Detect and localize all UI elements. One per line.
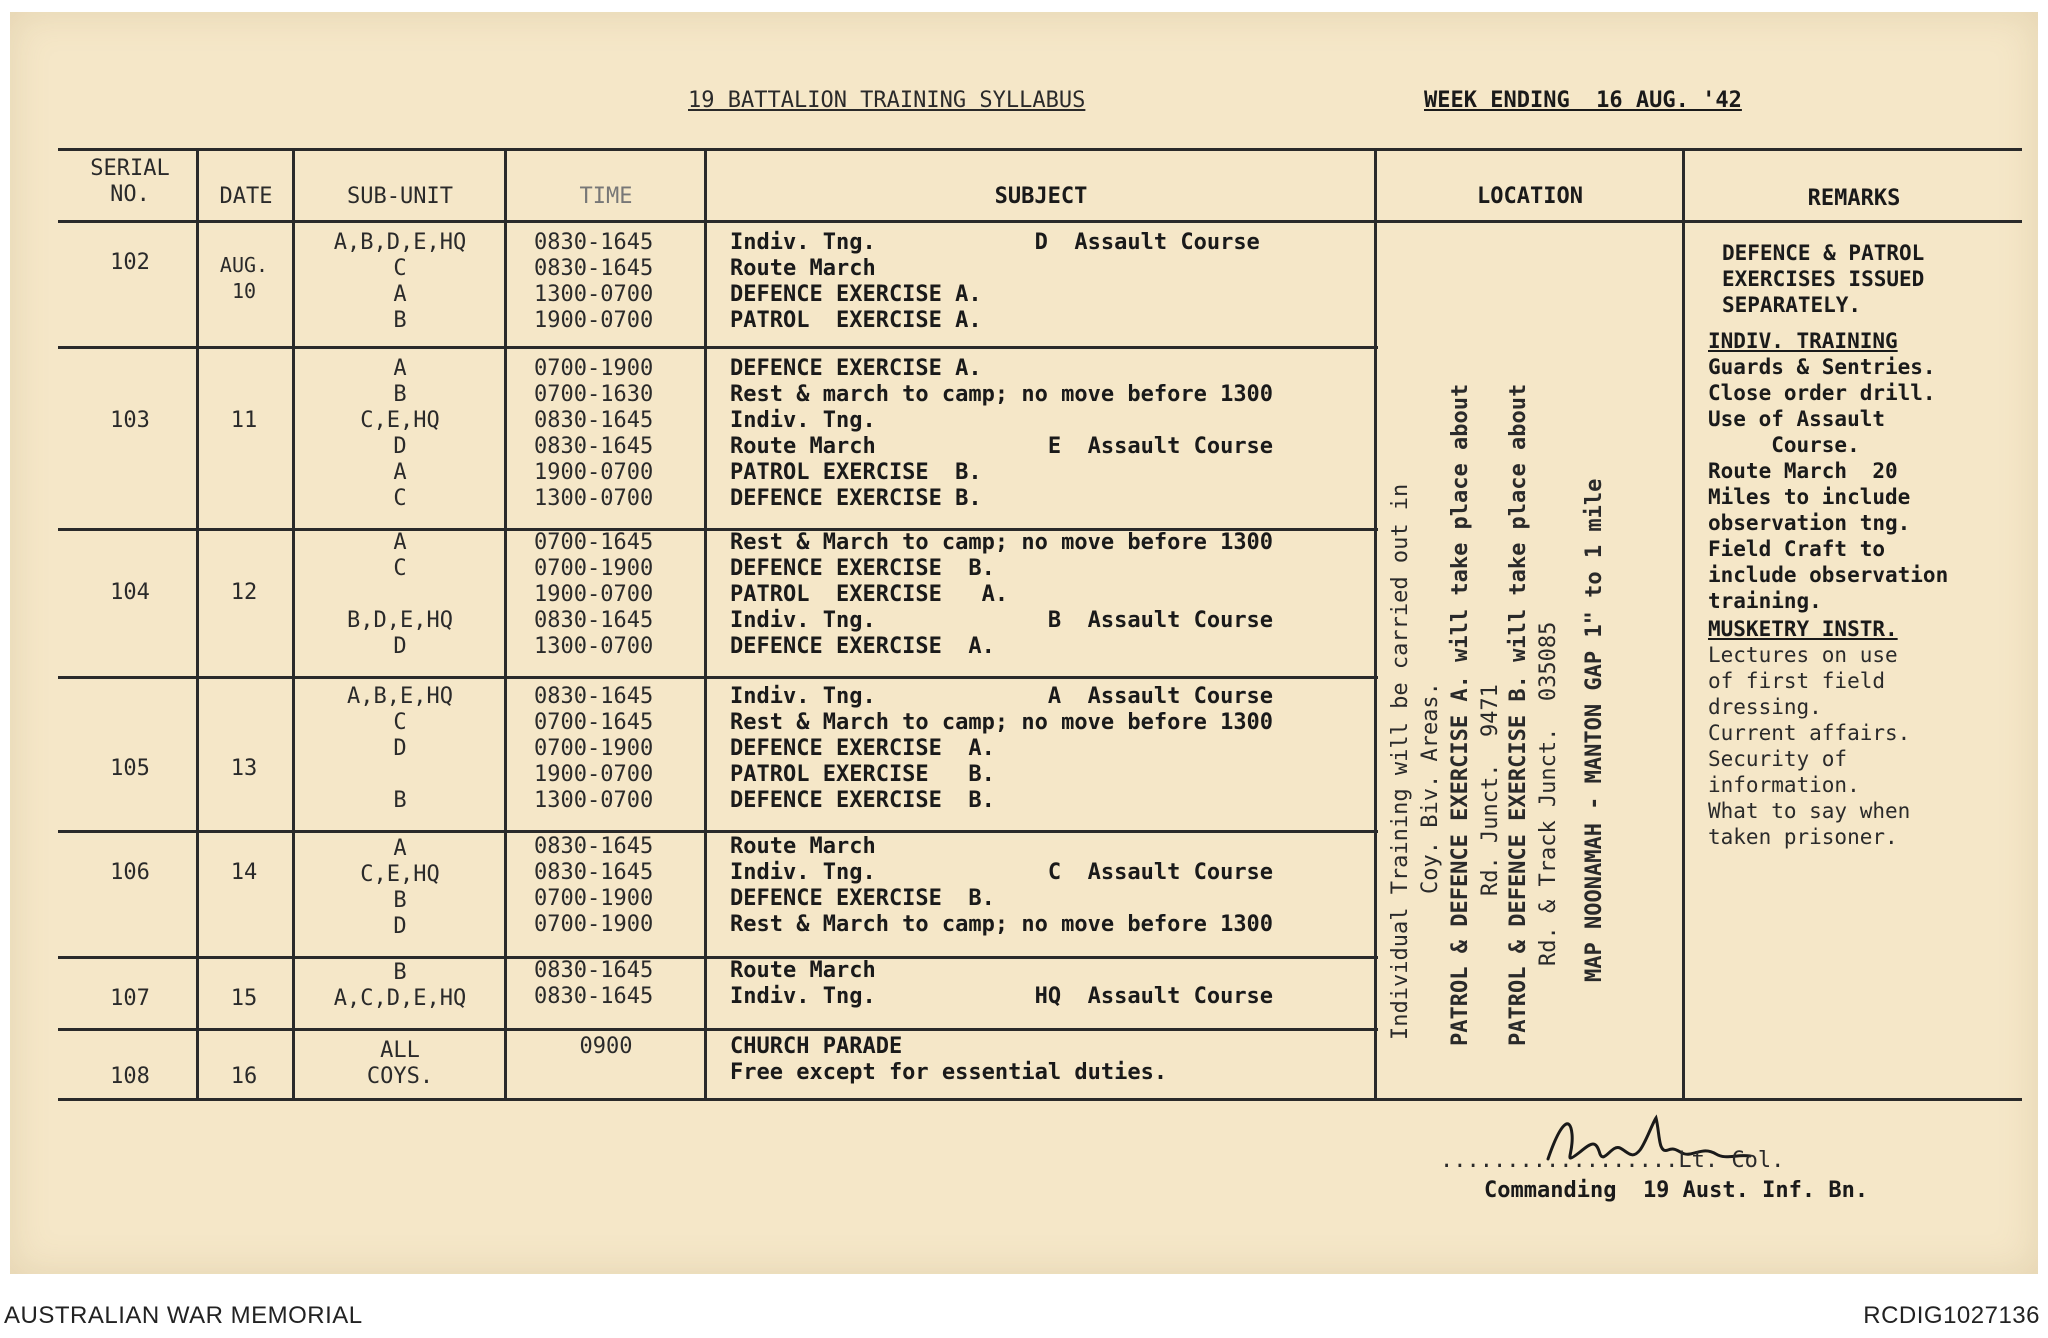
row-104-subunit-2: C	[393, 556, 407, 581]
row-105-time-3: 0700-1900	[534, 736, 654, 761]
row-107-date: 15	[230, 986, 258, 1011]
row-106-subunit-2: C,E,HQ	[360, 862, 440, 887]
location-line-6: Rd. & Track Junct. 035085	[1536, 621, 1561, 966]
row-103-subunit-5: A	[393, 460, 407, 485]
remarks-line: Lectures on use	[1708, 643, 1898, 667]
signature-unit: Commanding 19 Aust. Inf. Bn.	[1484, 1178, 1869, 1203]
row-104-subject-1: Rest & March to camp; no move before 1300	[730, 530, 1274, 555]
row-108-subject-1: CHURCH PARADE	[730, 1034, 903, 1059]
row-107-serial: 107	[110, 986, 150, 1011]
row-rule	[58, 1028, 1378, 1031]
row-106-time-2: 0830-1645	[534, 860, 654, 885]
week-ending: WEEK ENDING 16 AUG. '42	[1424, 88, 1742, 113]
remarks-line: observation tng.	[1708, 511, 1911, 535]
location-line-5: PATROL & DEFENCE EXERCISE B. will take place about	[1506, 383, 1531, 1046]
col-header-time: TIME	[579, 184, 633, 209]
row-105-subunit-3: D	[393, 736, 407, 761]
row-102-subject-1: Indiv. Tng. D Assault Course	[730, 230, 1260, 255]
row-104-subject-4: Indiv. Tng. B Assault Course	[730, 608, 1274, 633]
row-102-subject-3: DEFENCE EXERCISE A.	[730, 282, 982, 307]
row-103-time-1: 0700-1900	[534, 356, 654, 381]
row-102-subunit-4: B	[393, 308, 407, 333]
row-103-time-2: 0700-1630	[534, 382, 654, 407]
signature-rank: ..................Lt. Col.	[1440, 1148, 1785, 1173]
row-106-subunit-4: D	[393, 914, 407, 939]
row-104-subunit-4: B,D,E,HQ	[347, 608, 453, 633]
row-102-subunit-3: A	[393, 282, 407, 307]
col-header-serial: SERIAL NO.	[90, 156, 170, 207]
row-106-time-3: 0700-1900	[534, 886, 654, 911]
row-108-subunit-1: ALL	[380, 1038, 420, 1063]
location-line-4: Rd. Junct. 9471	[1478, 684, 1503, 896]
row-103-subject-3: Indiv. Tng.	[730, 408, 876, 433]
row-106-date: 14	[230, 860, 258, 885]
col-header-subunit: SUB-UNIT	[347, 184, 453, 209]
row-106-subunit-3: B	[393, 888, 407, 913]
col-header-location: LOCATION	[1477, 184, 1583, 209]
row-105-time-2: 0700-1645	[534, 710, 654, 735]
row-106-subject-3: DEFENCE EXERCISE B.	[730, 886, 995, 911]
remarks-line: Current affairs.	[1708, 721, 1911, 745]
col-header-remarks: REMARKS	[1807, 186, 1901, 211]
remarks-line: include observation	[1708, 563, 1949, 587]
row-105-subject-1: Indiv. Tng. A Assault Course	[730, 684, 1274, 709]
row-103-time-5: 1900-0700	[534, 460, 654, 485]
row-107-time-2: 0830-1645	[534, 984, 654, 1009]
remarks-line: Field Craft to	[1708, 537, 1886, 561]
row-105-serial: 105	[110, 756, 150, 781]
row-103-subunit-3: C,E,HQ	[360, 408, 440, 433]
row-107-subject-2: Indiv. Tng. HQ Assault Course	[730, 984, 1274, 1009]
row-108-serial: 108	[110, 1064, 150, 1089]
col-header-date: DATE	[219, 184, 273, 209]
row-103-subunit-2: B	[393, 382, 407, 407]
row-102-time-2: 0830-1645	[534, 256, 654, 281]
row-103-time-6: 1300-0700	[534, 486, 654, 511]
row-105-date: 13	[230, 756, 258, 781]
remarks-line: training.	[1708, 589, 1822, 613]
row-104-subunit-5: D	[393, 634, 407, 659]
remarks-indiv-heading: INDIV. TRAINING	[1708, 329, 1898, 353]
row-103-subunit-1: A	[393, 356, 407, 381]
row-102-time-1: 0830-1645	[534, 230, 654, 255]
remarks-line: Guards & Sentries.	[1708, 355, 1936, 379]
remarks-line: taken prisoner.	[1708, 825, 1898, 849]
row-rule	[58, 956, 1378, 959]
row-106-serial: 106	[110, 860, 150, 885]
row-103-subject-6: DEFENCE EXERCISE B.	[730, 486, 982, 511]
row-105-subunit-5: B	[393, 788, 407, 813]
row-104-date: 12	[230, 580, 258, 605]
row-103-subject-5: PATROL EXERCISE B.	[730, 460, 982, 485]
remarks-line: Route March 20	[1708, 459, 1898, 483]
row-104-time-5: 1300-0700	[534, 634, 654, 659]
row-106-subject-4: Rest & March to camp; no move before 1300	[730, 912, 1274, 937]
location-line-3: PATROL & DEFENCE EXERCISE A. will take place about	[1448, 383, 1473, 1046]
row-105-subject-2: Rest & March to camp; no move before 1300	[730, 710, 1274, 735]
col-rule	[704, 148, 707, 1098]
row-102-time-4: 1900-0700	[534, 308, 654, 333]
row-106-subject-1: Route March	[730, 834, 876, 859]
col-rule	[504, 148, 507, 1098]
row-108-subject-2: Free except for essential duties.	[730, 1060, 1168, 1085]
row-102-subject-2: Route March	[730, 256, 876, 281]
row-103-subject-2: Rest & march to camp; no move before 1300	[730, 382, 1274, 407]
row-103-date: 11	[230, 408, 258, 433]
row-108-date: 16	[230, 1064, 258, 1089]
remarks-line: Security of	[1708, 747, 1848, 771]
row-102-date: AUG. 10	[219, 253, 269, 303]
table-top-rule	[58, 148, 2022, 151]
remarks-line: SEPARATELY.	[1722, 293, 1862, 317]
row-104-subject-3: PATROL EXERCISE A.	[730, 582, 1009, 607]
row-102-subject-4: PATROL EXERCISE A.	[730, 308, 982, 333]
row-102-time-3: 1300-0700	[534, 282, 654, 307]
row-106-time-1: 0830-1645	[534, 834, 654, 859]
row-103-time-4: 0830-1645	[534, 434, 654, 459]
row-105-subject-4: PATROL EXERCISE B.	[730, 762, 995, 787]
row-103-serial: 103	[110, 408, 150, 433]
row-105-time-1: 0830-1645	[534, 684, 654, 709]
row-104-subject-5: DEFENCE EXERCISE A.	[730, 634, 995, 659]
row-103-subject-1: DEFENCE EXERCISE A.	[730, 356, 982, 381]
remarks-line: Miles to include	[1708, 485, 1911, 509]
row-102-serial: 102	[110, 250, 150, 275]
row-104-time-1: 0700-1645	[534, 530, 654, 555]
row-105-time-5: 1300-0700	[534, 788, 654, 813]
row-102-subunit-2: C	[393, 256, 407, 281]
col-header-subject: SUBJECT	[994, 184, 1088, 209]
row-107-subject-1: Route March	[730, 958, 876, 983]
row-103-subject-4: Route March E Assault Course	[730, 434, 1274, 459]
row-103-subunit-4: D	[393, 434, 407, 459]
row-105-time-4: 1900-0700	[534, 762, 654, 787]
row-105-subject-3: DEFENCE EXERCISE A.	[730, 736, 995, 761]
row-104-serial: 104	[110, 580, 150, 605]
col-rule	[292, 148, 295, 1098]
remarks-line: information.	[1708, 773, 1860, 797]
remarks-musketry-heading: MUSKETRY INSTR.	[1708, 617, 1898, 641]
location-line-2: Coy. Biv. Areas.	[1418, 682, 1443, 894]
row-104-subunit-1: A	[393, 530, 407, 555]
row-103-time-3: 0830-1645	[534, 408, 654, 433]
footer-record-id: RCDIG1027136	[1863, 1302, 2040, 1329]
row-107-time-1: 0830-1645	[534, 958, 654, 983]
row-107-subunit-1: B	[393, 960, 407, 985]
row-108-subunit-2: COYS.	[366, 1064, 434, 1089]
location-map-ref: MAP NOONAMAH - MANTON GAP 1" to 1 mile	[1582, 478, 1607, 982]
row-rule	[58, 346, 1378, 349]
remarks-line: dressing.	[1708, 695, 1822, 719]
col-rule	[1682, 148, 1685, 1098]
header-bottom-rule	[58, 220, 2022, 223]
remarks-line: EXERCISES ISSUED	[1722, 267, 1925, 291]
remarks-line: What to say when	[1708, 799, 1911, 823]
remarks-line: Use of Assault	[1708, 407, 1886, 431]
remarks-line: Course.	[1708, 433, 1860, 457]
col-rule	[1374, 148, 1377, 1098]
row-104-time-3: 1900-0700	[534, 582, 654, 607]
row-105-subunit-1: A,B,E,HQ	[347, 684, 453, 709]
row-rule	[58, 830, 1378, 833]
remarks-line: DEFENCE & PATROL	[1722, 241, 1925, 265]
location-line-1: Individual Training will be carried out in	[1388, 483, 1413, 1040]
row-106-time-4: 0700-1900	[534, 912, 654, 937]
row-103-subunit-6: C	[393, 486, 407, 511]
row-104-subject-2: DEFENCE EXERCISE B.	[730, 556, 995, 581]
row-106-subunit-1: A	[393, 836, 407, 861]
row-104-time-2: 0700-1900	[534, 556, 654, 581]
row-102-subunit-1: A,B,D,E,HQ	[333, 230, 467, 255]
table-bottom-rule	[58, 1098, 2022, 1101]
row-105-subject-5: DEFENCE EXERCISE B.	[730, 788, 995, 813]
document-title: 19 BATTALION TRAINING SYLLABUS	[688, 88, 1086, 113]
row-rule	[58, 676, 1378, 679]
row-108-time-1: 0900	[579, 1034, 633, 1059]
footer-institution: AUSTRALIAN WAR MEMORIAL	[4, 1302, 363, 1329]
row-106-subject-2: Indiv. Tng. C Assault Course	[730, 860, 1274, 885]
row-105-subunit-2: C	[393, 710, 407, 735]
row-107-subunit-2: A,C,D,E,HQ	[333, 986, 467, 1011]
row-104-time-4: 0830-1645	[534, 608, 654, 633]
remarks-line: of first field	[1708, 669, 1886, 693]
remarks-line: Close order drill.	[1708, 381, 1936, 405]
